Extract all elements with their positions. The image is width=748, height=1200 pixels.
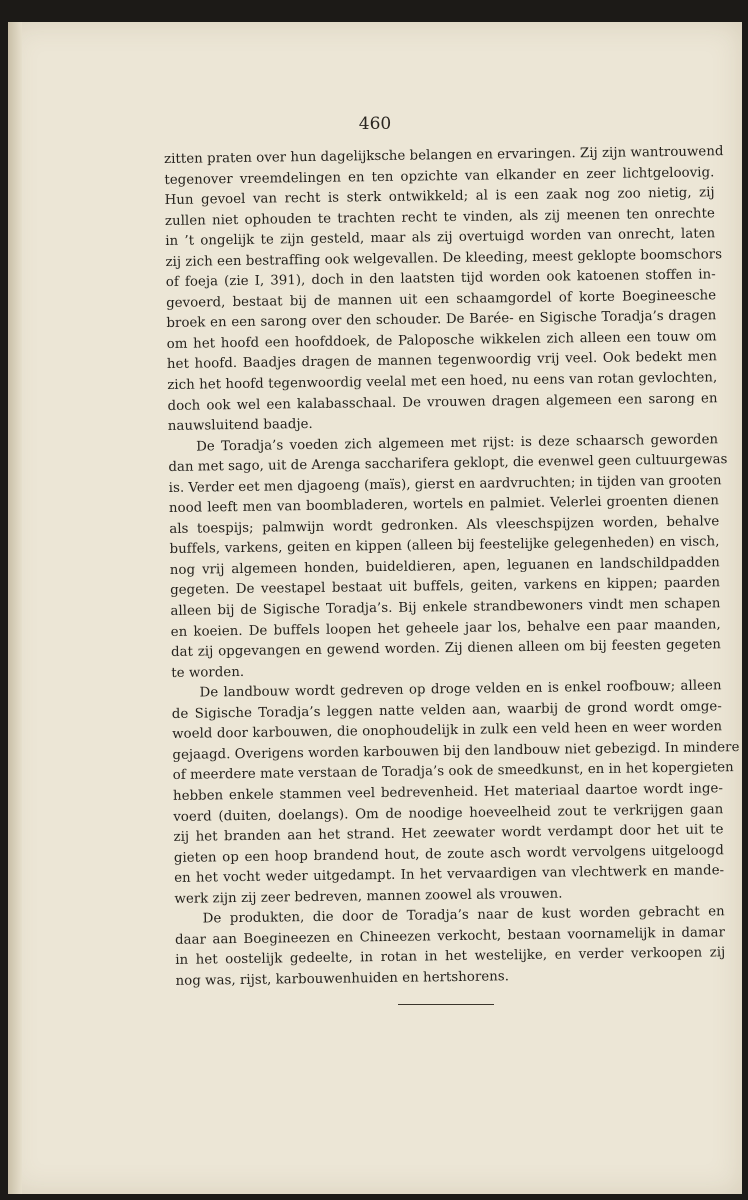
text-line: het hoofd. Baadjes dragen de mannen tegenwoordig vrij veel. Ook bedekt men (166, 349, 718, 373)
text-line: of meerdere mate verstaan de Toradja’s ook de smeedkunst, en in het kopergieten (172, 760, 734, 784)
text-line: doch ook wel een kalabasschaal. De vrouwen dragen algemeen een sarong en (167, 390, 718, 414)
text-line: woeld door karbouwen, die onophoudelijk in zulk een veld heen en weer worden (172, 719, 723, 743)
text-line: broek en een sarong over den schouder. De Barée- en Sigische Toradja’s dragen (166, 308, 717, 332)
text-line: gegeten. De veestapel bestaat uit buffels, geiten, varkens en kippen; paarden (170, 575, 721, 599)
text-line: gieten op een hoop brandend hout, de zoute asch wordt vervolgens uitgeloogd (173, 842, 724, 866)
text-line: te worden. (171, 664, 245, 681)
text-line: en het vocht weder uitgedampt. In het vervaardigen van vlechtwerk en mande- (174, 863, 725, 887)
body-text (164, 142, 740, 992)
text-line: voerd (duiten, doelangs). Om de noodige hoeveelheid zout te verkrijgen gaan (173, 801, 724, 825)
text-line: De Toradja’s voeden zich algemeen met rijst: is deze schaarsch geworden (196, 431, 719, 455)
text-line: nog was, rijst, karbouwenhuiden en hertshorens. (175, 969, 510, 989)
text-line: in het oostelijk gedeelte, in rotan in het westelijke, en verder verkoopen zij (175, 945, 726, 969)
text-line: zich het hoofd tegenwoordig veelal met een hoed, nu eens van rotan gevlochten, (167, 370, 718, 393)
text-line: is. Verder eet men djagoeng (maïs), gierst en aardvruchten; in tijden van grooten (168, 472, 722, 496)
book-page (8, 22, 742, 1194)
text-line: alleen bij de Sigische Toradja’s. Bij enkele strandbewoners vindt men schapen (170, 596, 721, 619)
text-line: in ’t ongelijk te zijn gesteld, maar als zij overtuigd worden van onrecht, laten (165, 226, 716, 250)
text-line: nog vrij algemeen honden, buideldieren, apen, leguanen en landschildpadden (169, 555, 720, 578)
text-line: zij zich een bestraffing ook welgevallen. De kleeding, meest geklopte boomschors (165, 246, 723, 270)
text-line: dat zij opgevangen en gewend worden. Zij dienen alleen om bij feesten gegeten (170, 637, 722, 661)
text-line: daar aan Boegineezen en Chineezen verkocht, bestaan voornamelijk in damar (174, 925, 726, 948)
text-line: en koeien. De buffels loopen het geheele jaar los, behalve een paar maanden, (170, 616, 721, 640)
text-line: dan met sago, uit de Arenga saccharifera geklopt, die evenwel geen cultuurgewas (168, 452, 728, 476)
text-line: de Sigische Toradja’s leggen natte velden aan, waarbij de grond wordt omge- (171, 699, 722, 722)
text-line: zij het branden aan het strand. Het zeewater wordt verdampt door het uit te (173, 822, 724, 845)
text-line: gevoerd, bestaat bij de mannen uit een schaamgordel of korte Boegineesche (166, 288, 717, 311)
text-line: buffels, varkens, geiten en kippen (alleen bij feestelijke gelegenheden) en visch, (169, 534, 720, 558)
text-line: zullen niet ophouden te trachten recht te vinden, als zij meenen ten onrechte (164, 205, 716, 229)
text-line: De landbouw wordt gedreven op droge velden en is enkel roofbouw; alleen (199, 678, 722, 701)
text-line: Hun gevoel van recht is sterk ontwikkeld; al is een zaak nog zoo nietig, zij (164, 185, 715, 209)
page-spine-shadow (8, 22, 22, 1194)
text-line: De produkten, die door de Toradja’s naar de kust worden gebracht en (202, 904, 725, 927)
text-line: tegenover vreemdelingen en ten opzichte van elkander en zeer lichtgeloovig. (164, 164, 715, 188)
text-line: werk zijn zij zeer bedreven, mannen zoowel als vrouwen. (174, 886, 563, 907)
footer-rule (398, 1004, 494, 1005)
text-line: gejaagd. Overigens worden karbouwen bij den landbouw niet gebezigd. In mindere (172, 739, 740, 763)
text-line: als toespijs; palmwijn wordt gedronken. Als vleeschspijzen worden, behalve (169, 514, 720, 537)
text-line: of foeja (zie I, 391), doch in den laatsten tijd worden ook katoenen stoffen in- (165, 267, 716, 291)
page-number: 460 (358, 114, 392, 134)
text-line: om het hoofd een hoofddoek, de Paloposche wikkelen zich alleen een touw om (166, 329, 717, 352)
text-line: nood leeft men van boombladeren, wortels en palmiet. Velerlei groenten dienen (168, 493, 720, 517)
text-line: hebben enkele stammen veel bedrevenheid. Het materiaal daartoe wordt inge- (172, 781, 724, 804)
text-line: nauwsluitend baadje. (167, 417, 313, 435)
text-line: zitten praten over hun dagelijksche belangen en ervaringen. Zij zijn wantrouwend (164, 144, 724, 167)
